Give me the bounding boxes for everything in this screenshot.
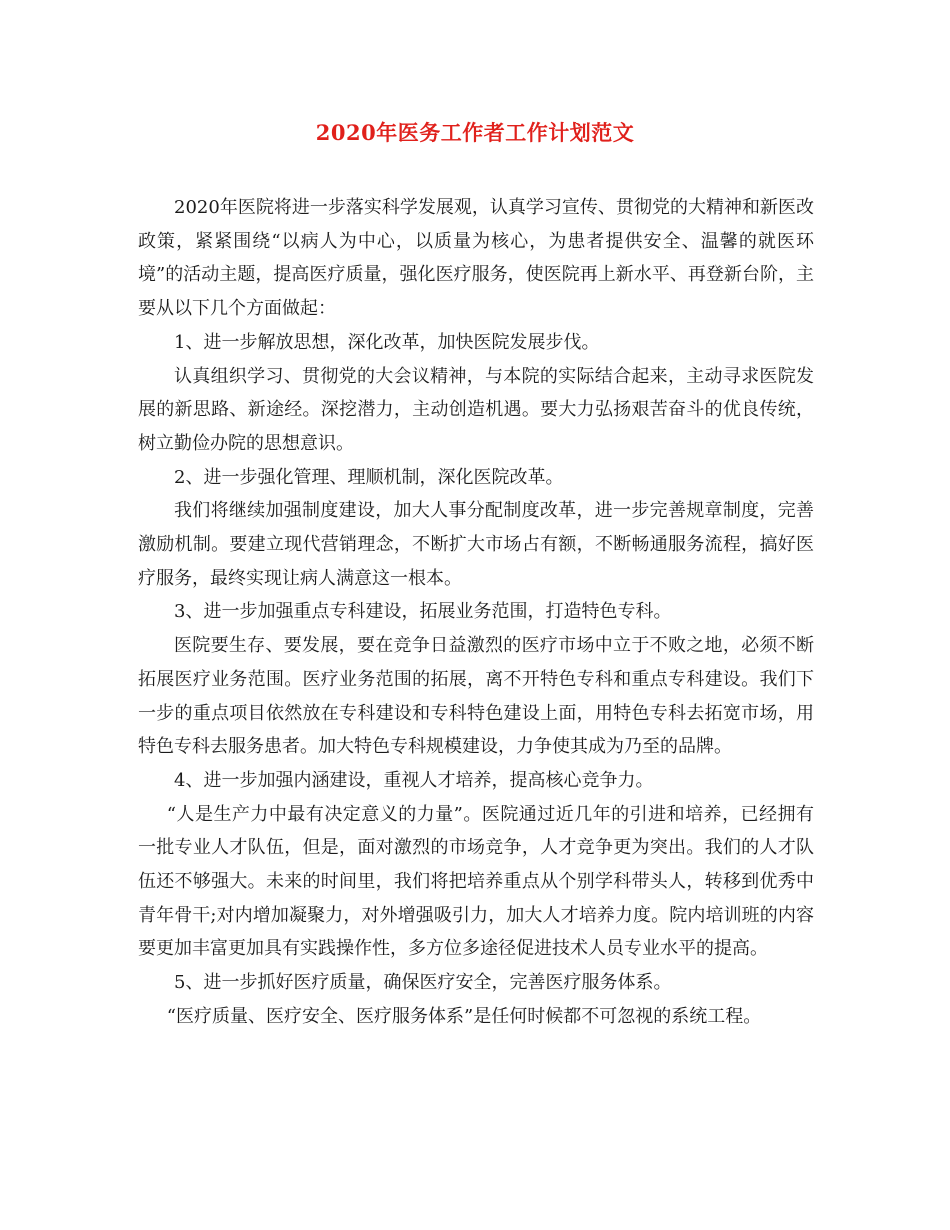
- section-4-heading: 4、进一步加强内涵建设，重视人才培养，提高核心竞争力。: [174, 769, 654, 791]
- section-3-heading: 3、进一步加强重点专科建设，拓展业务范围，打造特色专科。: [174, 601, 672, 623]
- section-2-heading: 2、进一步强化管理、理顺机制，深化医院改革。: [174, 466, 564, 488]
- intro-paragraph: 2020年医院将进一步落实科学发展观，认真学习宣传、贯彻党的大精神和新医改政策，紧紧围绕“以病人为中心，以质量为核心，为患者提供安全、温馨的就医环境”的活动主题，提高医疗质量，强化医疗服务，使医院再上新水平、再登新台阶，主要从以下几个方面做起：: [138, 197, 814, 320]
- section-1-heading: 1、进一步解放思想，深化改革，加快医院发展步伐。: [174, 331, 600, 353]
- document-title: 2020年医务工作者工作计划范文: [315, 120, 635, 145]
- section-3-paragraph: 医院要生存、要发展，要在竞争日益激烈的医疗市场中立于不败之地，必须不断拓展医疗业务范围。医疗业务范围的拓展，离不开特色专科和重点专科建设。我们下一步的重点项目依然放在专科建设和专科特色建设上面，用特色专科去拓宽市场，用特色专科去服务患者。加大特色专科规模建设，力争使其成为乃至的品牌。: [138, 635, 814, 758]
- document-body: [138, 191, 814, 1034]
- section-5-heading: 5、进一步抓好医疗质量，确保医疗安全，完善医疗服务体系。: [174, 972, 672, 994]
- section-5-paragraph: “医疗质量、医疗安全、医疗服务体系”是任何时候都不可忽视的系统工程。: [166, 1005, 762, 1027]
- section-2-paragraph: 我们将继续加强制度建设，加大人事分配制度改革，进一步完善规章制度，完善激励机制。要建立现代营销理念，不断扩大市场占有额，不断畅通服务流程，搞好医疗服务，最终实现让病人满意这一根本。: [138, 500, 814, 589]
- section-4-paragraph: “人是生产力中最有决定意义的力量”。医院通过近几年的引进和培养，已经拥有一批专业人才队伍，但是，面对激烈的市场竞争，人才竞争更为突出。我们的人才队伍还不够强大。未来的时间里，我们将把培养重点从个别学科带头人，转移到优秀中青年骨干;对内增加凝聚力，对外增强吸引力，加大人才培养力度。院内培训班的内容要更加丰富更加具有实践操作性，多方位多途径促进技术人员专业水平的提高。: [138, 803, 814, 960]
- section-1-paragraph: 认真组织学习、贯彻党的大会议精神，与本院的实际结合起来，主动寻求医院发展的新思路、新途经。深挖潜力，主动创造机遇。要大力弘扬艰苦奋斗的优良传统，树立勤俭办院的思想意识。: [138, 365, 814, 454]
